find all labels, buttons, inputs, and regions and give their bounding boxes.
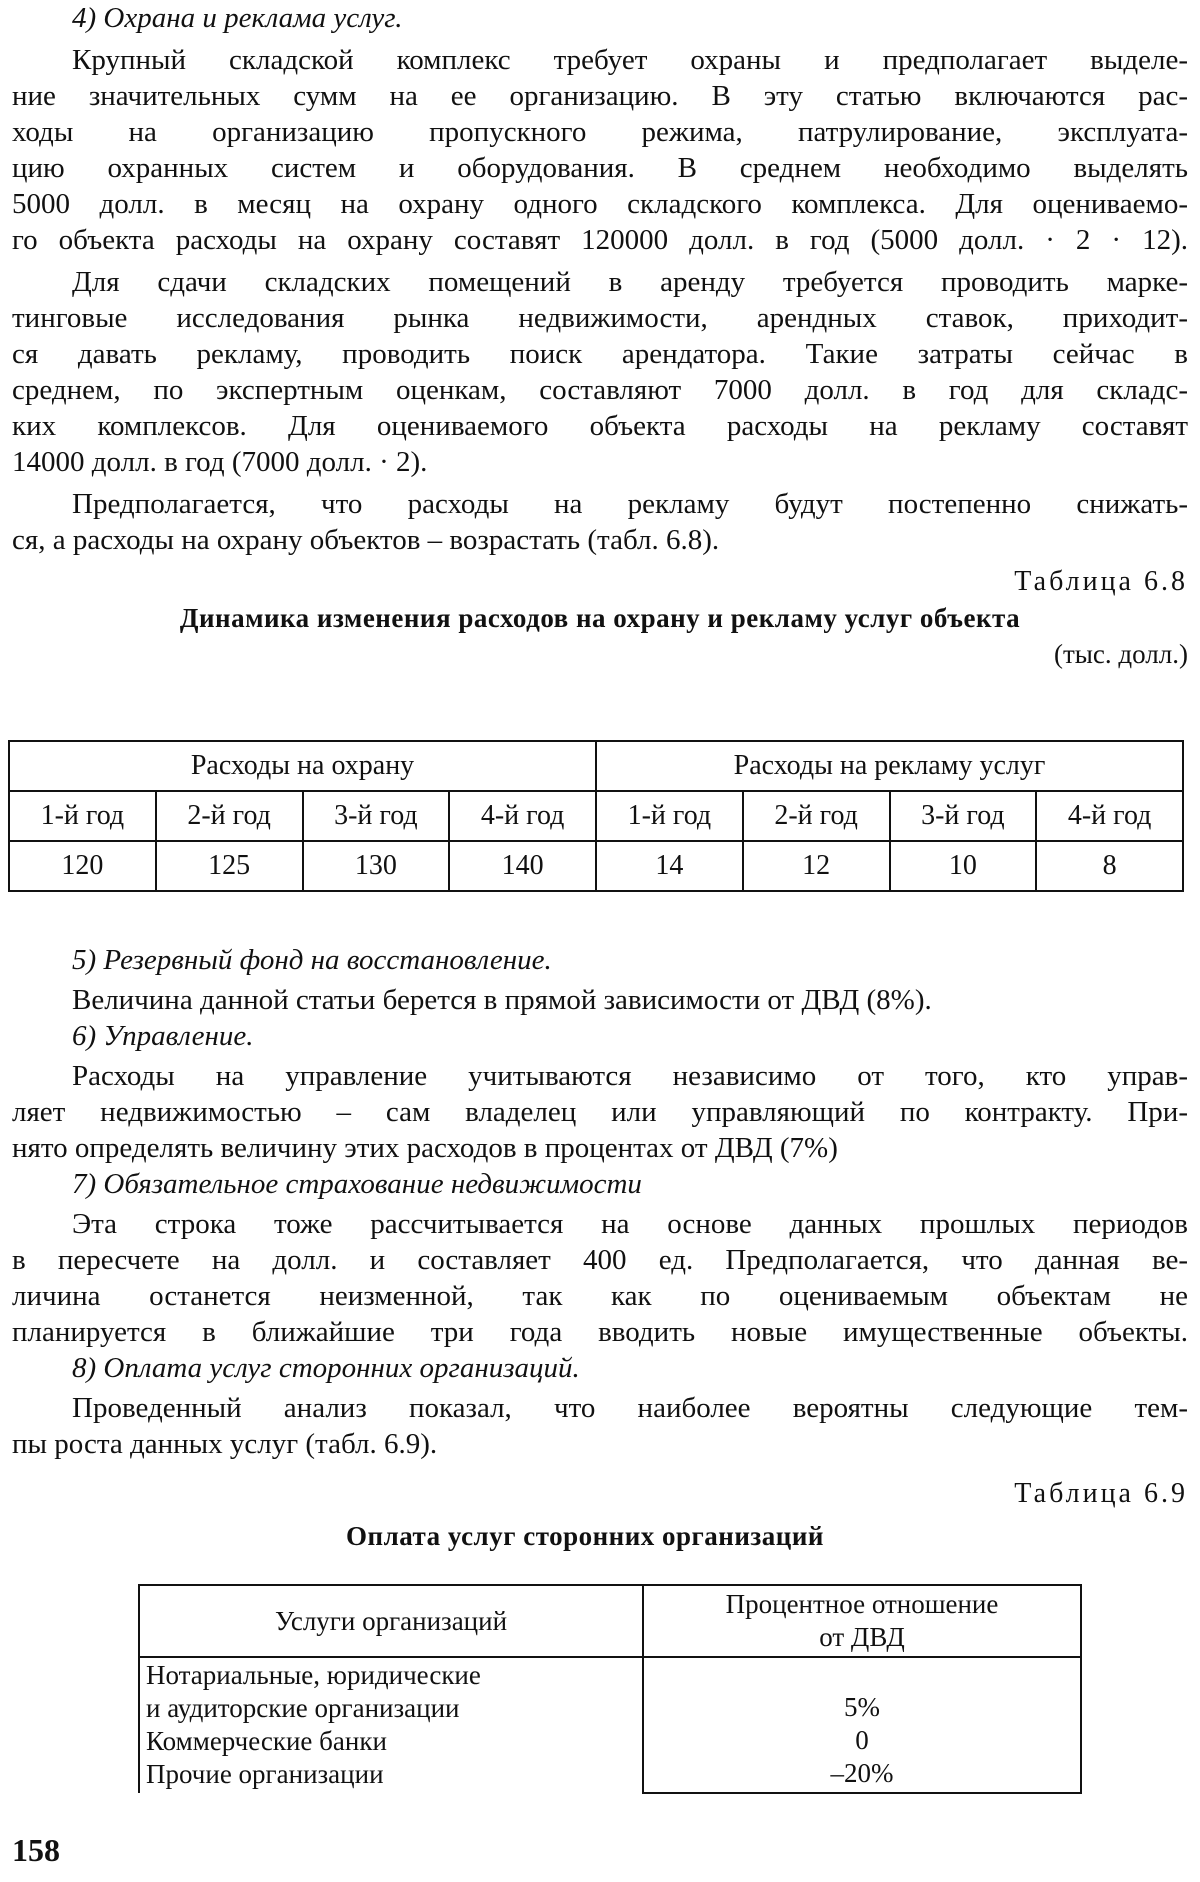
service-name: Коммерческие банки <box>146 1726 387 1756</box>
para7-line: личина останется неизменной, так как по оцениваемым объектам не <box>12 1280 1188 1312</box>
para3-line: Предполагается, что расходы на рекламу будут постепенно снижать- <box>72 488 1188 520</box>
para7-line: в пересчете на долл. и составляет 400 ед. Предполагается, что данная ве- <box>12 1244 1188 1276</box>
section-heading-8: 8) Оплата услуг сторонних организаций. <box>72 1352 580 1384</box>
para2-line: 14000 долл. в год (7000 долл. · 2). <box>12 446 428 478</box>
year-header: 2-й год <box>743 791 890 841</box>
percent-value: 5% <box>844 1692 880 1722</box>
table-cell: 125 <box>156 841 303 891</box>
section5-text: Величина данной статьи берется в прямой зависимости от ДВД (8%). <box>72 984 932 1016</box>
table-6-8 <box>8 740 1184 892</box>
table-cell: 140 <box>449 841 596 891</box>
year-header: 4-й год <box>1036 791 1183 841</box>
para2-line: ких комплексов. Для оцениваемого объекта расходы на рекламу составят <box>12 410 1188 442</box>
table69-title: Оплата услуг сторонних организаций <box>346 1521 824 1551</box>
para7-line: Эта строка тоже рассчитывается на основе данных прошлых периодов <box>72 1208 1188 1240</box>
table-row <box>9 791 1183 841</box>
table-cell: 120 <box>9 841 156 891</box>
table68-caption: Таблица 6.8 <box>1014 566 1188 597</box>
year-header: 2-й год <box>156 791 303 841</box>
table-row <box>9 841 1183 891</box>
percent-value: –20% <box>830 1758 894 1788</box>
service-name: и аудиторские организации <box>146 1693 460 1723</box>
para1-line: ходы на организацию пропускного режима, патрулирование, эксплуата- <box>12 116 1188 148</box>
column-header-percent-line2: от ДВД <box>819 1622 905 1652</box>
section-heading-4: 4) Охрана и реклама услуг. <box>72 2 403 34</box>
percent-value: 0 <box>855 1725 869 1755</box>
para2-line: среднем, по экспертным оценкам, составляют 7000 долл. в год для складс- <box>12 374 1188 406</box>
para1-line: цию охранных систем и оборудования. В среднем необходимо выделять <box>12 152 1188 184</box>
para2-line: тинговые исследования рынка недвижимости, арендных ставок, приходит- <box>12 302 1188 334</box>
para1-line: Крупный складской комплекс требует охраны и предполагает выделе- <box>72 44 1188 76</box>
table-row <box>139 1657 1081 1793</box>
section-heading-7: 7) Обязательное страхование недвижимости <box>72 1168 642 1200</box>
section-heading-6: 6) Управление. <box>72 1020 254 1052</box>
service-name: Прочие организации <box>146 1759 384 1789</box>
year-header: 3-й год <box>303 791 450 841</box>
para8-line: Проведенный анализ показал, что наиболее вероятны следующие тем- <box>72 1392 1188 1424</box>
table-cell: 8 <box>1036 841 1183 891</box>
year-header: 3-й год <box>890 791 1037 841</box>
para6-line: Расходы на управление учитываются независимо от того, кто управ- <box>72 1060 1188 1092</box>
column-header-percent <box>643 1585 1081 1657</box>
percent-value <box>650 1658 1074 1691</box>
para1-line: ние значительных сумм на ее организацию. В эту статью включаются рас- <box>12 80 1188 112</box>
para1-line: го объекта расходы на охрану составят 120000 долл. в год (5000 долл. · 2 · 12). <box>12 224 1188 256</box>
table-cell <box>643 1657 1081 1793</box>
para2-line: ся давать рекламу, проводить поиск арендатора. Такие затраты сейчас в <box>12 338 1188 370</box>
para7-line: планируется в ближайшие три года вводить новые имущественные объекты. <box>12 1316 1188 1348</box>
table-cell: 12 <box>743 841 890 891</box>
para1-line: 5000 долл. в месяц на охрану одного складского комплекса. Для оцениваемо- <box>12 188 1188 220</box>
year-header: 4-й год <box>449 791 596 841</box>
table69-caption: Таблица 6.9 <box>1014 1478 1188 1509</box>
table-row <box>9 741 1183 791</box>
table68-title: Динамика изменения расходов на охрану и рекламу услуг объекта <box>179 603 1021 633</box>
para6-line: нято определять величину этих расходов в процентах от ДВД (7%) <box>12 1132 838 1164</box>
year-header: 1-й год <box>9 791 156 841</box>
table-cell: 10 <box>890 841 1037 891</box>
para8-line: пы роста данных услуг (табл. 6.9). <box>12 1428 438 1460</box>
service-name: Нотариальные, юридические <box>146 1660 481 1690</box>
column-header-services: Услуги организаций <box>139 1585 643 1657</box>
group-header-advertising: Расходы на рекламу услуг <box>596 741 1183 791</box>
page-number: 158 <box>12 1832 60 1868</box>
year-header: 1-й год <box>596 791 743 841</box>
table-cell: 130 <box>303 841 450 891</box>
table-row <box>139 1585 1081 1657</box>
table-cell <box>139 1657 643 1793</box>
para2-line: Для сдачи складских помещений в аренду требуется проводить марке- <box>72 266 1188 298</box>
para3-line: ся, а расходы на охрану объектов – возрастать (табл. 6.8). <box>12 524 720 556</box>
group-header-security: Расходы на охрану <box>9 741 596 791</box>
table-6-9 <box>138 1584 1082 1794</box>
column-header-percent-line1: Процентное отношение <box>725 1589 999 1619</box>
section-heading-5: 5) Резервный фонд на восстановление. <box>72 944 552 976</box>
table-cell: 14 <box>596 841 743 891</box>
table68-units: (тыс. долл.) <box>1054 639 1188 669</box>
para6-line: ляет недвижимостью – сам владелец или управляющий по контракту. При- <box>12 1096 1188 1128</box>
